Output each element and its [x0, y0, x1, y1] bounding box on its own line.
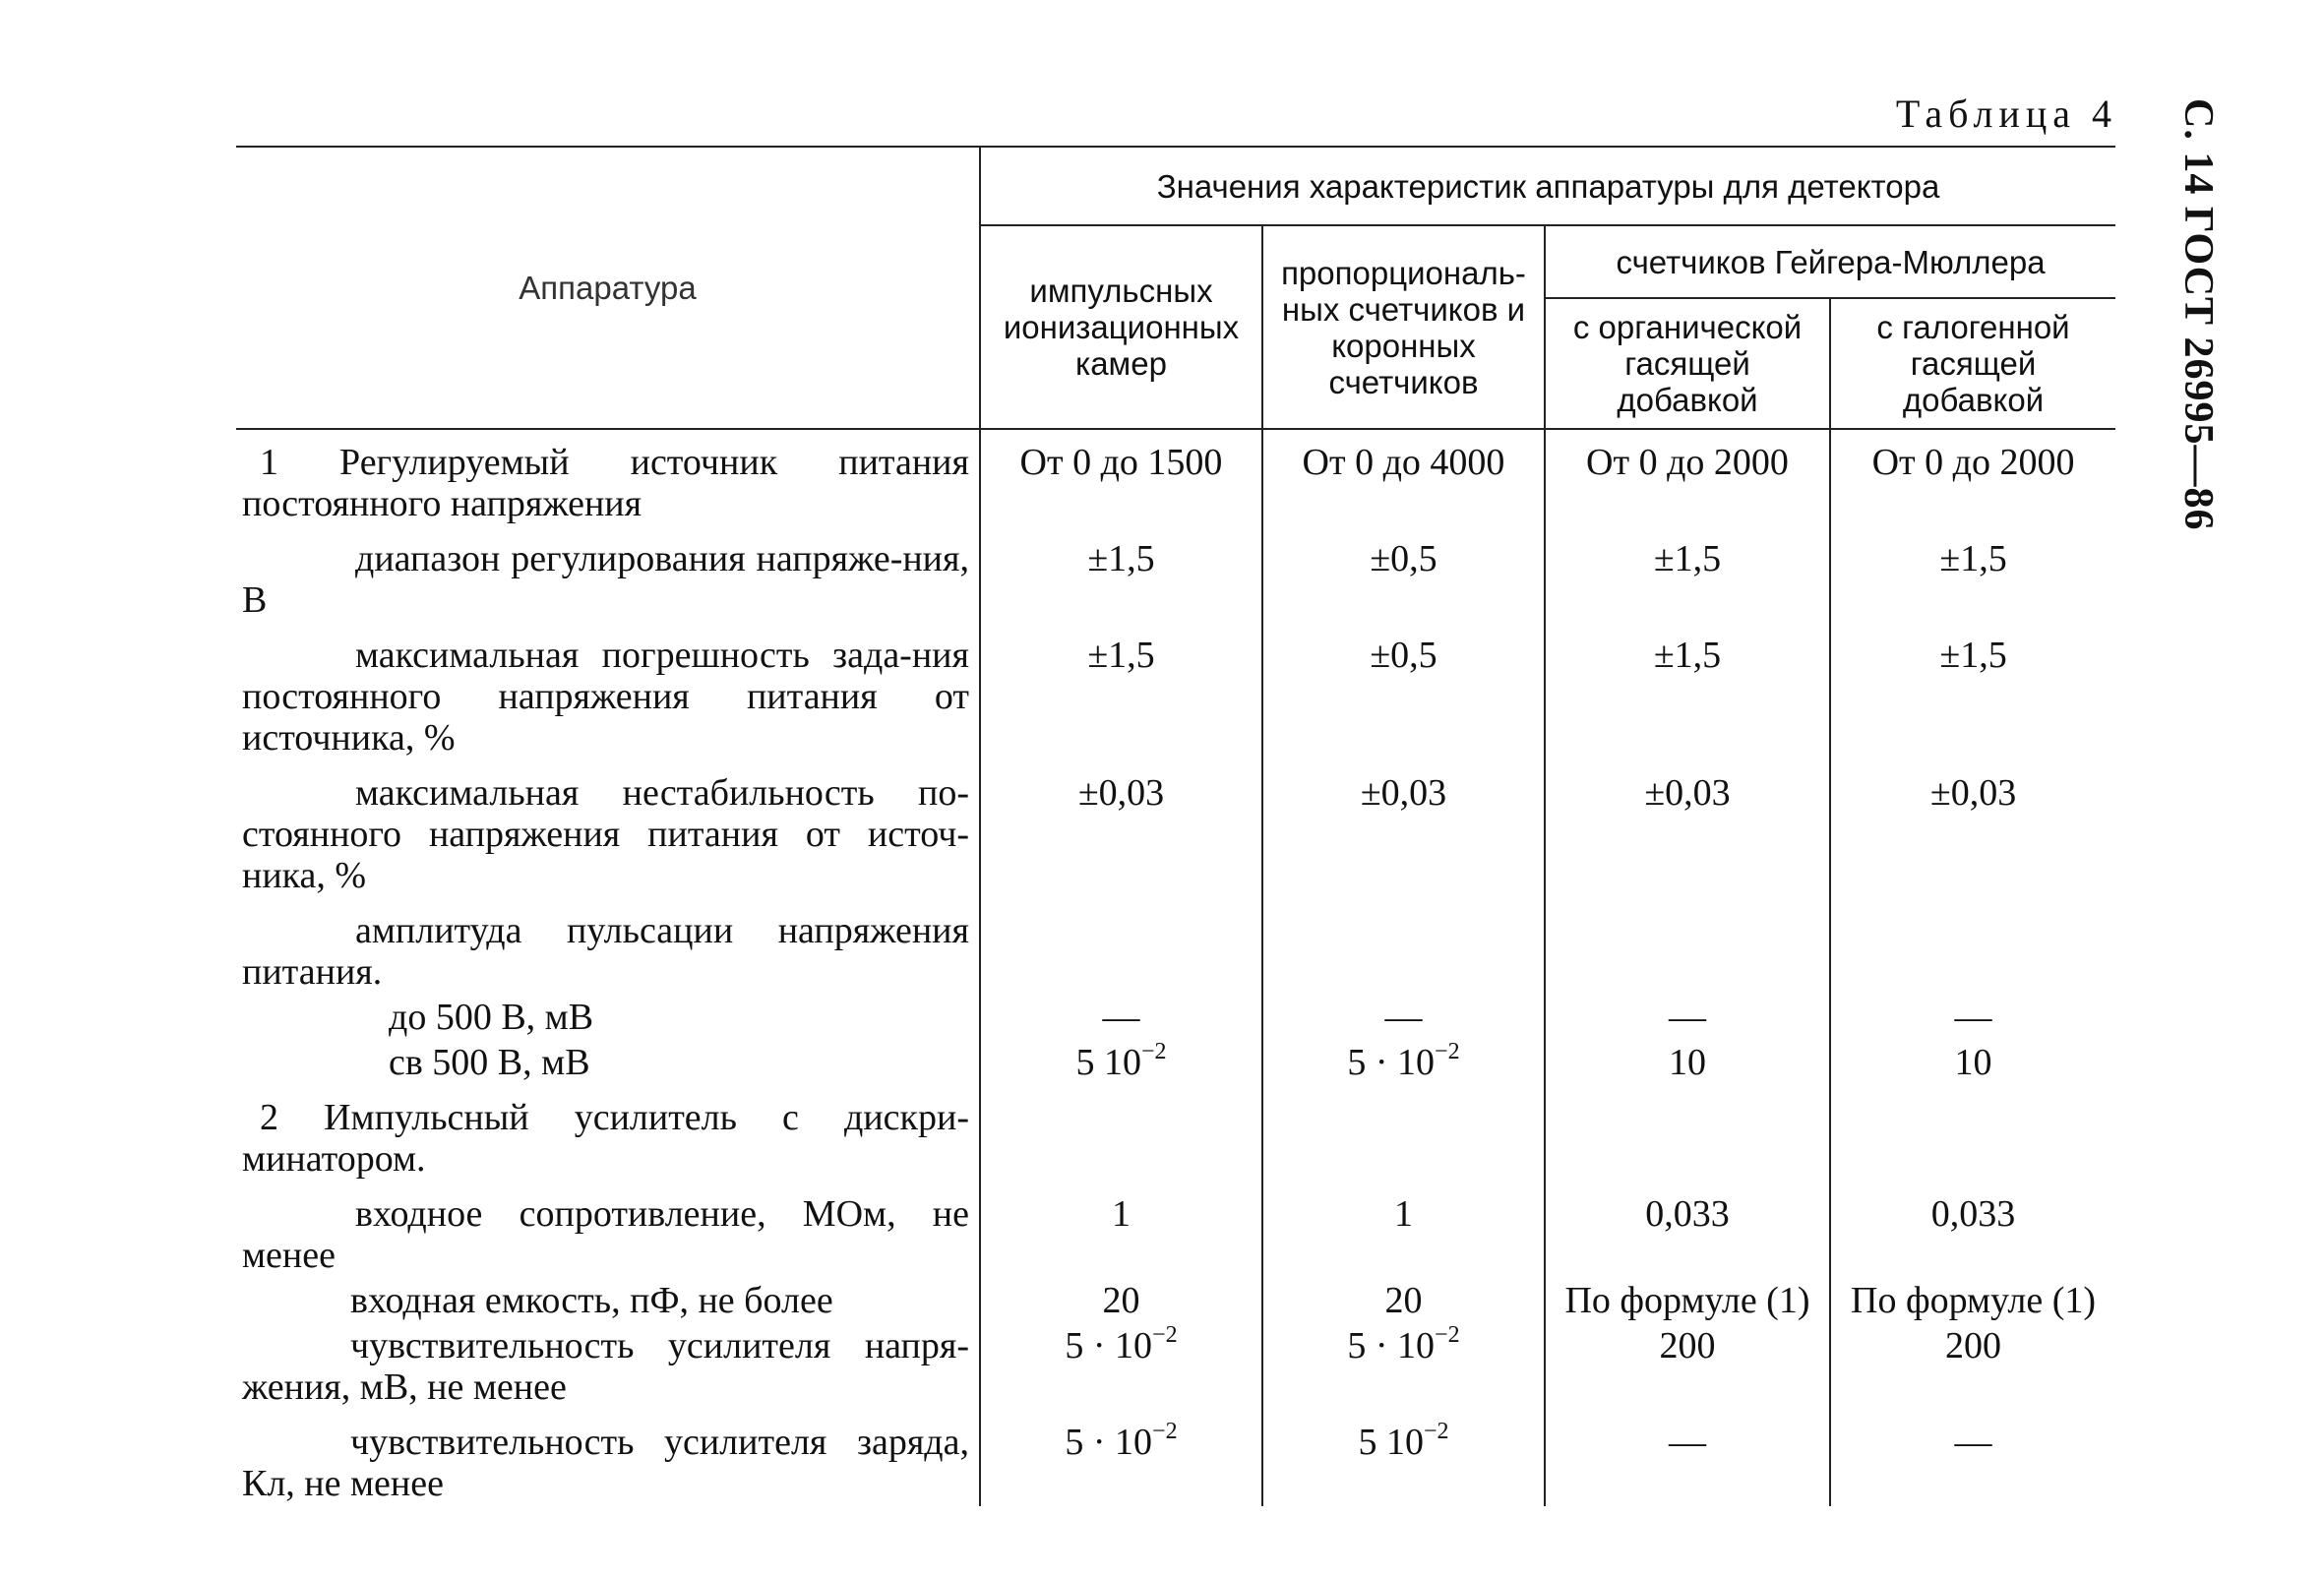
table-row	[236, 898, 2115, 995]
cell-value: По формуле (1)	[1830, 1278, 2115, 1323]
row-label: амплитуда пульсации напряжения питания.	[236, 898, 980, 995]
column-header-halogen: с галогенной гасящей добавкой	[1830, 298, 2115, 429]
table-row	[236, 1278, 2115, 1323]
cell-value: ±0,5	[1262, 623, 1545, 760]
table-row	[236, 1085, 2115, 1182]
cell-value	[980, 898, 1262, 995]
apparatus-table	[236, 146, 2115, 1506]
cell-value: ±1,5	[1087, 538, 1155, 579]
cell-value: 10	[1545, 1040, 1830, 1085]
cell-value: По формуле (1)	[1545, 1278, 1830, 1323]
column-header-proportional: пропорциональ-ных счетчиков и коронных счетчиков	[1262, 225, 1545, 429]
cell-value	[1545, 898, 1830, 995]
table-row	[236, 623, 2115, 760]
cell-value: 0,033	[1830, 1182, 2115, 1278]
cell-value: —	[1102, 997, 1140, 1038]
cell-value: —	[1830, 995, 2115, 1040]
cell-value: 20	[1262, 1278, 1545, 1323]
cell-value: 5 $10^{-2}$	[1262, 1410, 1545, 1506]
table-row	[236, 995, 2115, 1040]
document-side-header: С. 14 ГОСТ 26995—86	[2175, 98, 2221, 531]
row-label: максимальная нестабильность по-стоянного напряжения питания от источ-ника, %	[236, 760, 980, 898]
cell-value: 10	[1830, 1040, 2115, 1085]
cell-value: $5 \cdot 10^{-2}$	[1065, 1419, 1178, 1463]
cell-value: От 0 до 1500	[1019, 442, 1223, 483]
table-row	[236, 429, 2115, 526]
cell-value: ±0,03	[1830, 760, 2115, 898]
cell-value: $5 \cdot 10^{-2}$	[1262, 1040, 1545, 1085]
cell-value: От 0 до 2000	[1545, 429, 1830, 526]
cell-value: ±1,5	[1830, 623, 2115, 760]
row-label: входное сопротивление, МОм, не менее	[236, 1182, 980, 1278]
cell-value: ±0,03	[1077, 772, 1165, 814]
cell-value: ±0,03	[1262, 760, 1545, 898]
column-header-organic: с органической гасящей добавкой	[1545, 298, 1830, 429]
row-label: входная емкость, пФ, не более	[236, 1278, 980, 1323]
column-group-header-geiger-muller: счетчиков Гейгера-Мюллера	[1545, 225, 2115, 298]
row-label: диапазон регулирования напряже-ния, В	[236, 526, 980, 623]
table-row	[236, 526, 2115, 623]
cell-value: $5 \cdot 10^{-2}$	[1262, 1323, 1545, 1410]
table-row	[236, 1040, 2115, 1085]
cell-value: 5 $10^{-2}$	[1075, 1039, 1167, 1083]
cell-value	[1830, 1085, 2115, 1182]
table-title: Таблица 4	[1895, 91, 2117, 136]
cell-value: 1	[1262, 1182, 1545, 1278]
cell-value: ±1,5	[1545, 623, 1830, 760]
cell-value: 0,033	[1545, 1182, 1830, 1278]
cell-value: —	[1545, 1410, 1830, 1506]
cell-value: От 0 до 4000	[1262, 429, 1545, 526]
row-label: 2 Импульсный усилитель с дискри-минатором.	[236, 1085, 980, 1182]
row-label: чувствительность усилителя напря-жения, мВ, не менее	[236, 1323, 980, 1410]
table-row	[236, 1323, 2115, 1410]
cell-value: —	[1545, 995, 1830, 1040]
cell-value	[1262, 1085, 1545, 1182]
column-header-apparatus: Аппаратура	[236, 147, 980, 429]
row-label: чувствительность усилителя заряда, Кл, не менее	[236, 1410, 980, 1506]
cell-value: 1	[1112, 1193, 1131, 1235]
cell-value: —	[1830, 1410, 2115, 1506]
table-row	[236, 1182, 2115, 1278]
cell-value: $5 \cdot 10^{-2}$	[1065, 1322, 1178, 1366]
cell-value	[1262, 898, 1545, 995]
cell-value: ±0,5	[1262, 526, 1545, 623]
cell-value: ±1,5	[1087, 635, 1155, 676]
cell-value: —	[1262, 995, 1545, 1040]
cell-value: 20	[1102, 1280, 1140, 1321]
cell-value	[1830, 898, 2115, 995]
cell-value: ±0,03	[1545, 760, 1830, 898]
row-label: до 500 В, мВ	[236, 995, 980, 1040]
cell-value: 200	[1830, 1323, 2115, 1410]
cell-value: ±1,5	[1545, 526, 1830, 623]
cell-value	[980, 1085, 1262, 1182]
row-label: максимальная погрешность зада-ния постоянного напряжения питания от источника, %	[236, 623, 980, 760]
cell-value	[1545, 1085, 1830, 1182]
row-label: 1 Регулируемый источник питания постоянного напряжения	[236, 429, 980, 526]
cell-value: От 0 до 2000	[1830, 429, 2115, 526]
table-row	[236, 760, 2115, 898]
column-header-pulse-ionization: импульсных ионизационных камер	[980, 225, 1262, 429]
cell-value: 200	[1545, 1323, 1830, 1410]
cell-value: ±1,5	[1830, 526, 2115, 623]
table-row	[236, 1410, 2115, 1506]
row-label: св 500 В, мВ	[236, 1040, 980, 1085]
column-group-header-values: Значения характеристик аппаратуры для детектора	[980, 147, 2115, 225]
